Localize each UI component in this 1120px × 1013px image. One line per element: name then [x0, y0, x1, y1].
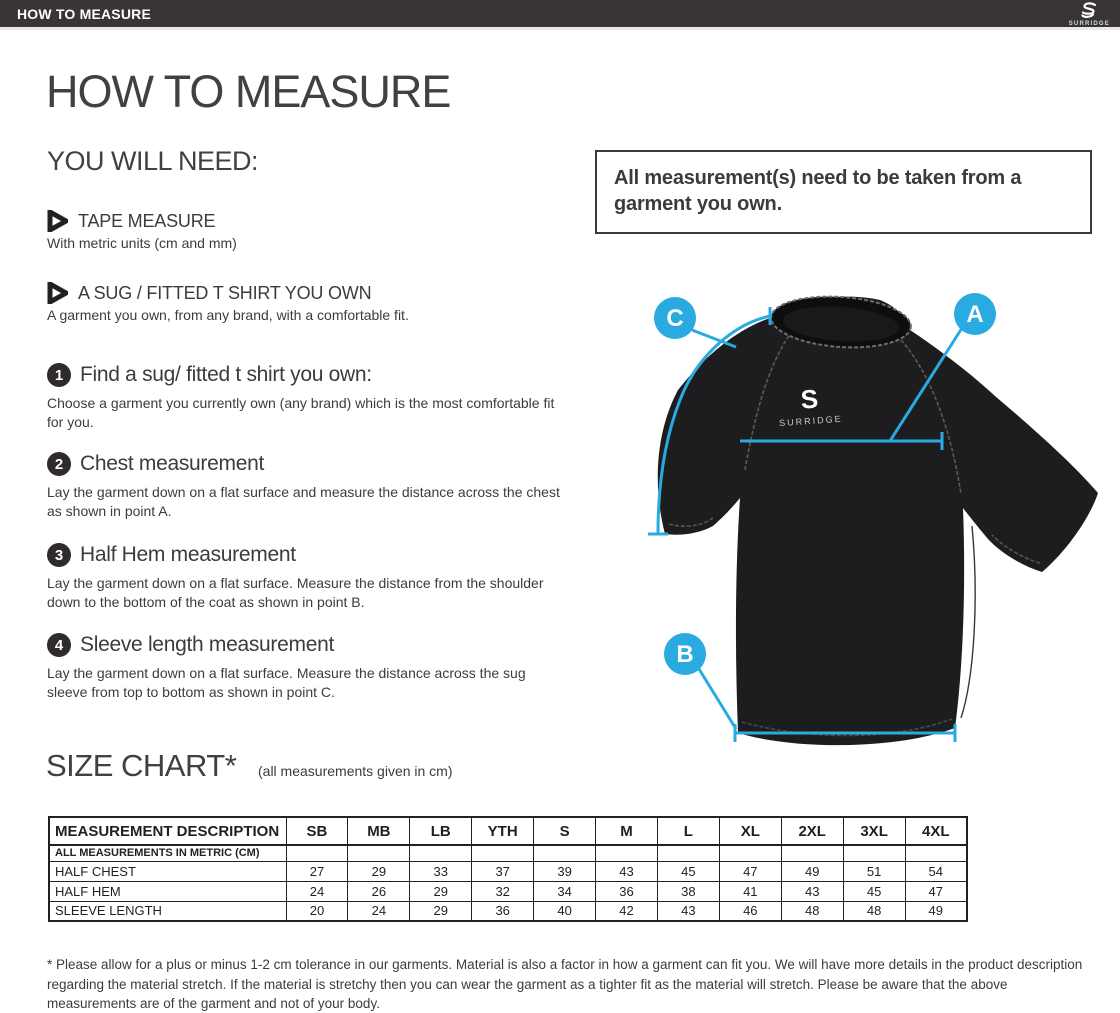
cell-value — [657, 845, 719, 861]
step-number-badge: 3 — [47, 543, 71, 567]
cell-value — [472, 845, 534, 861]
step-title: Half Hem measurement — [80, 543, 296, 566]
step-title: Find a sug/ fitted t shirt you own: — [80, 363, 372, 386]
need-item-subtitle: A garment you own, from any brand, with a comfortable fit. — [47, 307, 409, 323]
cell-value: 26 — [348, 881, 410, 901]
step-description: Lay the garment down on a flat surface. Measure the distance across the sug sleeve from top to bottom as shown in point C. — [47, 665, 526, 700]
play-triangle-icon — [47, 282, 68, 304]
step-description: Lay the garment down on a flat surface. Measure the distance from the shoulder down to the bottom of the coat as shown in point B. — [47, 575, 544, 610]
step-2 — [47, 452, 587, 521]
cell-value — [781, 845, 843, 861]
cell-value: 49 — [905, 901, 967, 921]
play-triangle-icon — [47, 210, 68, 232]
cell-value: 40 — [534, 901, 596, 921]
cell-value: 20 — [286, 901, 348, 921]
measurement-note-box: All measurement(s) need to be taken from a garment you own. — [595, 150, 1092, 234]
row-label: HALF CHEST — [49, 861, 286, 881]
cell-value — [534, 845, 596, 861]
cell-value: 48 — [843, 901, 905, 921]
cell-value: 46 — [719, 901, 781, 921]
tshirt-illustration — [595, 268, 1115, 788]
size-table-col-header: XL — [719, 817, 781, 845]
table-row — [49, 881, 967, 901]
you-will-need-heading: YOU WILL NEED: — [47, 146, 259, 176]
cell-value: 45 — [843, 881, 905, 901]
size-chart-table — [48, 816, 968, 922]
table-row — [49, 861, 967, 881]
cell-value: 48 — [781, 901, 843, 921]
size-table-head-row — [49, 817, 967, 845]
size-table-col-header: YTH — [472, 817, 534, 845]
step-number-badge: 2 — [47, 452, 71, 476]
cell-value: 43 — [781, 881, 843, 901]
size-table-col-header: L — [657, 817, 719, 845]
marker-c — [654, 297, 696, 339]
size-table-col-header: 4XL — [905, 817, 967, 845]
cell-value: 33 — [410, 861, 472, 881]
cell-value: 41 — [719, 881, 781, 901]
surridge-logo — [1069, 2, 1110, 27]
size-table-col-header: SB — [286, 817, 348, 845]
cell-value: 47 — [719, 861, 781, 881]
tolerance-footnote: * Please allow for a plus or minus 1-2 cm tolerance in our garments. Material is also a factor in how a garment can fit you. We will have more details in the product description regarding the material stretch. If the material is stretchy then you can wear the garment as a tighter fit as the material will stretch. Please be aware that the above measurements are of the garment and not of your body. — [47, 957, 1083, 1012]
step-number-badge: 1 — [47, 363, 71, 387]
need-item-title: A SUG / FITTED T SHIRT YOU OWN — [78, 282, 372, 303]
size-table-col-header: S — [534, 817, 596, 845]
cell-value: 54 — [905, 861, 967, 881]
need-item-fitted-tshirt — [47, 282, 587, 323]
surridge-s-icon — [1078, 2, 1100, 20]
cell-value: 24 — [348, 901, 410, 921]
step-4 — [47, 633, 587, 702]
size-table-body — [49, 845, 967, 921]
cell-value: 32 — [472, 881, 534, 901]
garment-logo-s: S — [799, 383, 820, 415]
cell-value: 36 — [472, 901, 534, 921]
cell-value — [719, 845, 781, 861]
marker-c-label: C — [666, 305, 684, 332]
need-item-title: TAPE MEASURE — [78, 210, 216, 231]
need-item-subtitle: With metric units (cm and mm) — [47, 235, 237, 251]
table-row — [49, 901, 967, 921]
garment-brand-text: SURRIDGE — [778, 413, 843, 429]
marker-a-label: A — [966, 301, 984, 328]
size-table-col-header: M — [596, 817, 658, 845]
table-row — [49, 845, 967, 861]
size-table-col-header: MB — [348, 817, 410, 845]
cell-value: 42 — [596, 901, 658, 921]
cell-value: 51 — [843, 861, 905, 881]
cell-value — [410, 845, 472, 861]
cell-value — [286, 845, 348, 861]
need-item-tape-measure — [47, 210, 587, 251]
tshirt-measurement-diagram — [595, 268, 1115, 788]
top-bar-title: HOW TO MEASURE — [17, 5, 151, 22]
cell-value: 29 — [410, 901, 472, 921]
top-bar — [0, 0, 1120, 30]
cell-value — [905, 845, 967, 861]
cell-value — [596, 845, 658, 861]
cell-value: 47 — [905, 881, 967, 901]
cell-value: 49 — [781, 861, 843, 881]
row-label: HALF HEM — [49, 881, 286, 901]
marker-a — [954, 293, 996, 335]
step-title: Chest measurement — [80, 452, 264, 475]
cell-value: 29 — [348, 861, 410, 881]
cell-value: 37 — [472, 861, 534, 881]
size-table-col-header: 2XL — [781, 817, 843, 845]
size-table-col-header: MEASUREMENT DESCRIPTION — [49, 817, 286, 845]
cell-value — [348, 845, 410, 861]
marker-b — [664, 633, 706, 675]
size-table-col-header: LB — [410, 817, 472, 845]
size-table-col-header: 3XL — [843, 817, 905, 845]
cell-value: 27 — [286, 861, 348, 881]
page-title: HOW TO MEASURE — [46, 66, 451, 117]
cell-value: 34 — [534, 881, 596, 901]
cell-value: 39 — [534, 861, 596, 881]
cell-value: 38 — [657, 881, 719, 901]
size-chart-heading: SIZE CHART* — [46, 748, 237, 783]
row-label: SLEEVE LENGTH — [49, 901, 286, 921]
step-3 — [47, 543, 587, 612]
surridge-wordmark: SURRIDGE — [1068, 20, 1110, 27]
cell-value: 29 — [410, 881, 472, 901]
cell-value: 36 — [596, 881, 658, 901]
cell-value — [843, 845, 905, 861]
cell-value: 43 — [657, 901, 719, 921]
cell-value: 45 — [657, 861, 719, 881]
step-number-badge: 4 — [47, 633, 71, 657]
marker-b-label: B — [676, 641, 694, 668]
row-label: ALL MEASUREMENTS IN METRIC (CM) — [49, 845, 286, 861]
size-chart-subheading: (all measurements given in cm) — [258, 763, 453, 779]
cell-value: 43 — [596, 861, 658, 881]
step-title: Sleeve length measurement — [80, 633, 334, 656]
step-description: Lay the garment down on a flat surface and measure the distance across the chest as shown in point A. — [47, 484, 560, 519]
step-1 — [47, 363, 587, 432]
step-description: Choose a garment you currently own (any brand) which is the most comfortable fit for you. — [47, 395, 555, 430]
cell-value: 24 — [286, 881, 348, 901]
tshirt-body — [658, 297, 1098, 746]
